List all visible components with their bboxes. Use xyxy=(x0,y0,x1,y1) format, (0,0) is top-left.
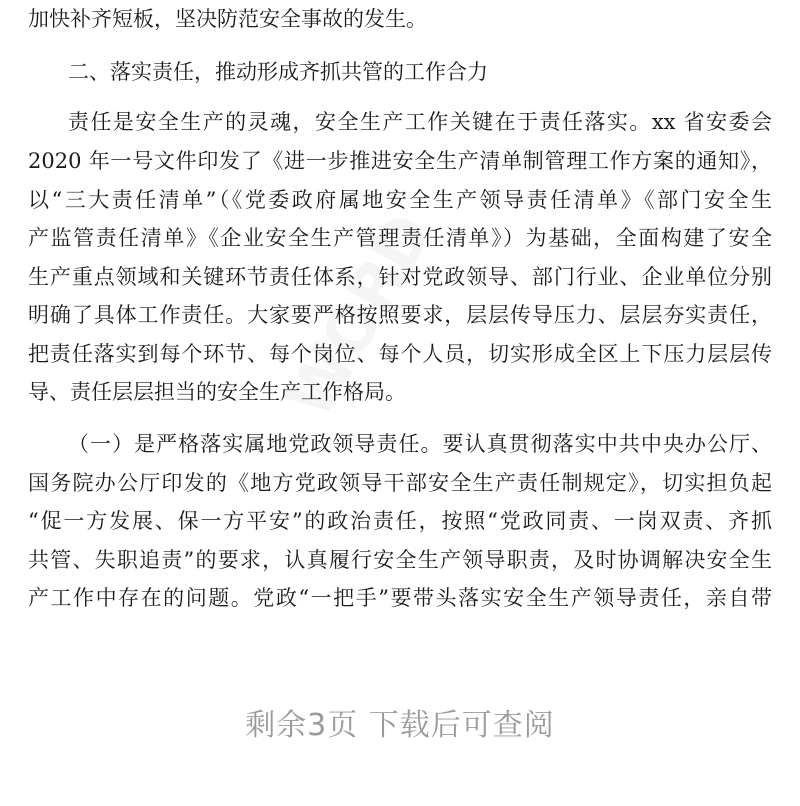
paragraph-line: 以“三大责任清单”（《党委政府属地安全生产领导责任清单》《部门安全生 xyxy=(28,188,772,212)
paragraph-line: 责任是安全生产的灵魂，安全生产工作关键在于责任落实。xx 省安委会 xyxy=(68,110,772,134)
paragraph-line: 产监管责任清单》《企业安全生产管理责任清单》）为基础，全面构建了安全 xyxy=(28,226,772,250)
paragraph-line: （一）是严格落实属地党政领导责任。要认真贯彻落实中共中央办公厅、 xyxy=(68,432,772,456)
paragraph-line: 2020 年一号文件印发了《进一步推进安全生产清单制管理工作方案的通知》， xyxy=(28,149,772,173)
paragraph-line: 加快补齐短板，坚决防范安全事故的发生。 xyxy=(28,7,427,31)
paragraph-line: 导、责任层层担当的安全生产工作格局。 xyxy=(28,380,406,404)
paragraph-line: 把责任落实到每个环节、每个岗位、每个人员，切实形成全区上下压力层层传 xyxy=(28,342,772,366)
paragraph-line: 产工作中存在的问题。党政“一把手”要带头落实安全生产领导责任，亲自带 xyxy=(28,586,772,610)
paragraph-line: 共管、失职追责”的要求，认真履行安全生产领导职责，及时协调解决安全生 xyxy=(28,548,772,572)
paragraph-line: “促一方发展、保一方平安”的政治责任，按照“党政同责、一岗双责、齐抓 xyxy=(28,509,772,533)
download-to-read-more-link[interactable]: 剩余3页 下载后可查阅 xyxy=(245,708,555,743)
paragraph-line: 明确了具体工作责任。大家要严格按照要求，层层传导压力、层层夯实责任， xyxy=(28,303,772,327)
section-heading: 二、落实责任，推动形成齐抓共管的工作合力 xyxy=(68,60,488,84)
paragraph-line: 生产重点领域和关键环节责任体系，针对党政领导、部门行业、企业单位分别 xyxy=(28,265,772,289)
paragraph-line: 国务院办公厅印发的《地方党政领导干部安全生产责任制规定》，切实担负起 xyxy=(28,471,772,495)
